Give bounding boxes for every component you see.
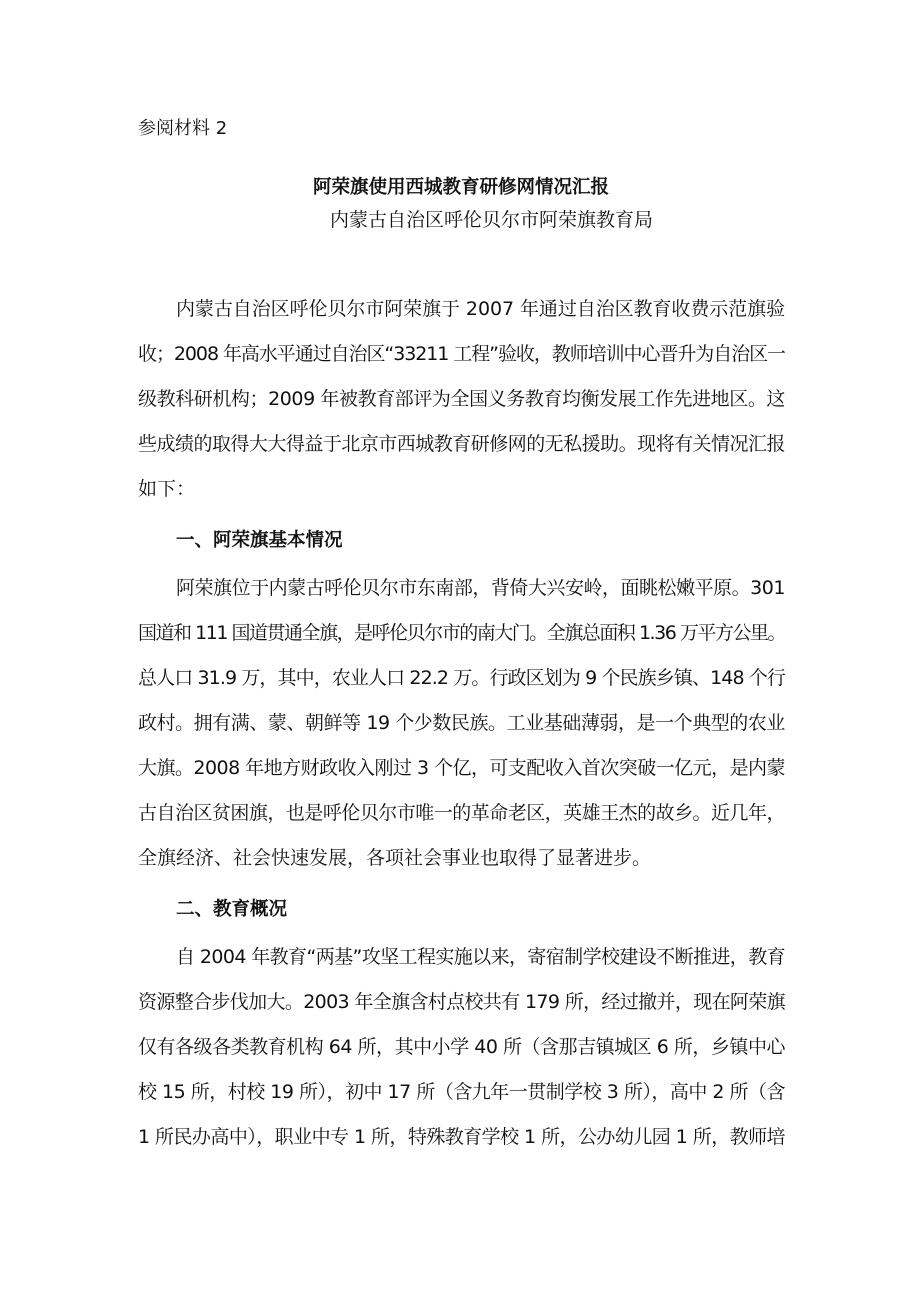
intro-line: 收；2008 年高水平通过自治区“33211 工程”验收，教师培训中心晋升为自治区一 — [138, 343, 785, 365]
section2-line: 仅有各级各类教育机构 64 所，其中小学 40 所（含那吉镇城区 6 所，乡镇中心 — [138, 1036, 785, 1058]
section1-line: 政村。拥有满、蒙、朝鲜等 19 个少数民族。工业基础薄弱，是一个典型的农业 — [138, 712, 785, 734]
intro-line: 级教科研机构；2009 年被教育部评为全国义务教育均衡发展工作先进地区。这 — [138, 388, 785, 410]
intro-line: 如下： — [138, 478, 196, 500]
section1-line: 大旗。2008 年地方财政收入刚过 3 个亿，可支配收入首次突破一亿元，是内蒙 — [138, 757, 786, 779]
section2-line: 自 2004 年教育“两基”攻坚工程实施以来，寄宿制学校建设不断推进，教育 — [176, 946, 785, 968]
section2-heading: 二、教育概况 — [176, 899, 288, 920]
document-title: 阿荣旗使用西城教育研修网情况汇报 — [313, 177, 610, 198]
section1-line: 阿荣旗位于内蒙古呼伦贝尔市东南部，背倚大兴安岭，面眺松嫩平原。301 — [176, 577, 785, 599]
section1-line: 古自治区贫困旗，也是呼伦贝尔市唯一的革命老区，英雄王杰的故乡。近几年， — [138, 802, 785, 824]
section2-line: 校 15 所，村校 19 所），初中 17 所（含九年一贯制学校 3 所），高中 2 所（含 — [138, 1081, 785, 1103]
section1-line: 全旗经济、社会快速发展，各项社会事业也取得了显著进步。 — [138, 847, 652, 869]
section1-line: 总人口 31.9 万，其中，农业人口 22.2 万。行政区划为 9 个民族乡镇、148 个行 — [138, 667, 785, 689]
section2-line: 资源整合步伐加大。2003 年全旗含村点校共有 179 所，经过撤并，现在阿荣旗 — [138, 991, 785, 1013]
material-label: 参阅材料 2 — [138, 118, 228, 139]
section1-heading: 一、阿荣旗基本情况 — [176, 530, 343, 551]
section2-line: 1 所民办高中），职业中专 1 所，特殊教育学校 1 所，公办幼儿园 1 所，教师培 — [138, 1126, 785, 1148]
intro-line: 内蒙古自治区呼伦贝尔市阿荣旗于 2007 年通过自治区教育收费示范旗验 — [176, 298, 785, 320]
intro-line: 些成绩的取得大大得益于北京市西城教育研修网的无私援助。现将有关情况汇报 — [138, 433, 785, 455]
document-author: 内蒙古自治区呼伦贝尔市阿荣旗教育局 — [330, 209, 654, 231]
section1-line: 国道和 111 国道贯通全旗，是呼伦贝尔市的南大门。全旗总面积 1.36 万平方公里。 — [138, 622, 785, 644]
